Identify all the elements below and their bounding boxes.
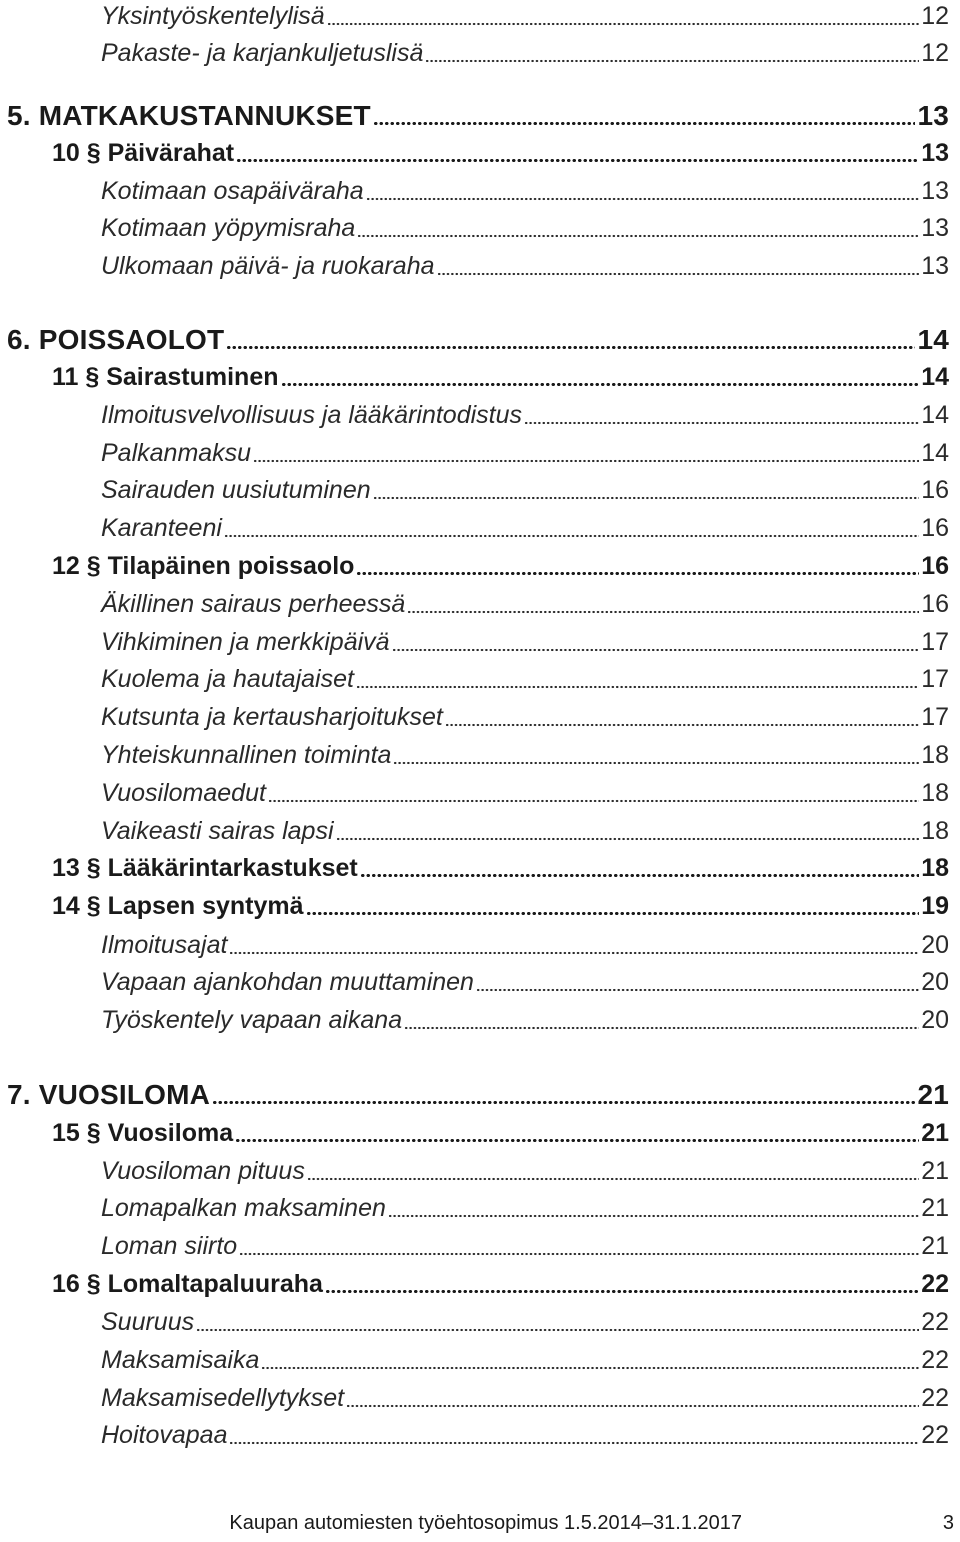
toc-entry-page: 21 [921,1119,949,1147]
toc-entry-page: 21 [921,1157,949,1185]
toc-entry-page: 19 [921,892,949,920]
toc-entry-label: 13 § Lääkärintarkastukset [52,854,358,882]
footer-page-number: 3 [942,1512,954,1534]
toc-subsection[interactable] [101,247,949,285]
toc-entry-label: Vihkiminen ja merkkipäivä [101,628,390,656]
dot-leader [393,741,919,765]
toc-entry-page: 14 [917,324,949,355]
toc-subsection[interactable] [101,774,949,812]
toc-entry-label: Kuolema ja hautajaiset [101,665,354,693]
dot-leader [445,703,919,727]
dot-leader [281,363,920,387]
toc-subsection[interactable] [101,698,949,736]
toc-entry-page: 17 [921,703,949,731]
toc-entry-label: Työskentely vapaan aikana [101,1006,403,1034]
toc-subsection[interactable] [101,1303,949,1341]
dot-leader [327,2,919,26]
toc-entry-label: Palkanmaksu [101,439,252,467]
toc-entry-label: Kotimaan osapäiväraha [101,177,364,205]
toc-entry-page: 14 [921,401,949,429]
dot-leader [360,854,919,878]
toc-entry-page: 20 [921,1006,949,1034]
footer-document-title: Kaupan automiesten työehtosopimus 1.5.2014–31.1.2017 [229,1512,742,1534]
toc-entry-label: 12 § Tilapäinen poissaolo [52,552,355,580]
toc-entry-label: Vuosilomaedut [101,779,266,807]
dot-leader [373,476,920,500]
toc-entry-label: Kutsunta ja kertausharjoitukset [101,703,443,731]
toc-section[interactable] [52,887,949,925]
dot-leader [226,326,915,350]
dot-leader [229,931,919,955]
dot-leader [524,401,919,425]
dot-leader [325,1270,919,1294]
toc-subsection[interactable] [101,926,949,964]
toc-entry-label: 15 § Vuosiloma [52,1119,234,1147]
toc-section[interactable] [52,849,949,887]
dot-leader [357,214,919,238]
dot-leader [253,439,919,463]
dot-leader [392,628,920,652]
dot-leader [239,1232,919,1256]
toc-entry-page: 22 [921,1384,949,1412]
toc-entry-label: Hoitovapaa [101,1421,228,1449]
toc-entry-page: 13 [921,139,949,167]
toc-section[interactable] [52,358,949,396]
dot-leader [224,514,919,538]
toc-entry-label: Vaikeasti sairas lapsi [101,817,334,845]
toc-subsection[interactable] [101,1001,949,1039]
toc-subsection[interactable] [101,471,949,509]
toc-subsection[interactable] [101,1189,949,1227]
dot-leader [407,590,919,614]
toc-entry-page: 16 [921,552,949,580]
toc-section[interactable] [52,1265,949,1303]
toc-entry-page: 16 [921,514,949,542]
toc-entry-page: 21 [921,1232,949,1260]
toc-entry-page: 18 [921,741,949,769]
toc-entry-label: 10 § Päivärahat [52,139,235,167]
dot-leader [307,1157,919,1181]
toc-entry-label: Sairauden uusiutuminen [101,476,371,504]
toc-subsection[interactable] [101,396,949,434]
toc-entry-label: Suuruus [101,1308,195,1336]
dot-leader [212,1081,915,1105]
toc-entry-page: 22 [921,1308,949,1336]
toc-subsection[interactable] [101,1227,949,1265]
toc-entry-page: 18 [921,817,949,845]
toc-subsection[interactable] [101,172,949,210]
toc-chapter[interactable] [7,321,949,359]
dot-leader [476,968,919,992]
dot-leader [306,892,920,916]
toc-entry-label: Kotimaan yöpymisraha [101,214,356,242]
toc-subsection[interactable] [101,209,949,247]
dot-leader [336,817,920,841]
toc-entry-label: 11 § Sairastuminen [52,363,279,391]
toc-entry-label: Ilmoitusvelvollisuus ja lääkärintodistus [101,401,523,429]
toc-entry-label: 7. VUOSILOMA [7,1079,211,1110]
toc-entry-page: 13 [921,252,949,280]
toc-entry-page: 17 [921,628,949,656]
toc-chapter[interactable] [7,97,949,135]
toc-entry-label: Maksamisedellytykset [101,1384,345,1412]
toc-entry-label: 16 § Lomaltapaluuraha [52,1270,323,1298]
toc-subsection[interactable] [101,1379,949,1417]
toc-entry-label: Yhteiskunnallinen toiminta [101,741,392,769]
toc-entry-page: 16 [921,476,949,504]
toc-entry-page: 22 [921,1421,949,1449]
toc-entry-page: 18 [921,854,949,882]
toc-entry-page: 12 [921,2,949,30]
toc-subsection[interactable] [101,660,949,698]
toc-subsection[interactable] [101,736,949,774]
dot-leader [388,1194,919,1218]
toc-entry-label: Loman siirto [101,1232,238,1260]
toc-subsection[interactable] [101,1152,949,1190]
toc-entry-label: Äkillinen sairaus perheessä [101,590,406,618]
toc-entry-label: 14 § Lapsen syntymä [52,892,304,920]
dot-leader [404,1006,919,1030]
dot-leader [346,1384,919,1408]
toc-entry-label: 5. MATKAKUSTANNUKSET [7,100,371,131]
toc-entry-page: 21 [917,1079,949,1110]
toc-section[interactable] [52,547,949,585]
toc-subsection[interactable] [101,434,949,472]
toc-subsection[interactable] [101,623,949,661]
toc-entry-page: 12 [921,39,949,67]
toc-subsection[interactable] [101,1341,949,1379]
toc-entry-label: Vapaan ajankohdan muuttaminen [101,968,474,996]
toc-entry-label: Yksintyöskentelylisä [101,2,325,30]
toc-subsection[interactable] [101,34,949,72]
toc-entry-page: 22 [921,1346,949,1374]
toc-entry-page: 21 [921,1194,949,1222]
toc-subsection[interactable] [101,963,949,1001]
toc-entry-label: Lomapalkan maksaminen [101,1194,386,1222]
toc-entry-page: 18 [921,779,949,807]
dot-leader [229,1421,919,1445]
dot-leader [425,39,919,63]
toc-chapter[interactable] [7,1076,949,1114]
dot-leader [196,1308,919,1332]
dot-leader [236,139,919,163]
toc-entry-label: Vuosiloman pituus [101,1157,305,1185]
toc-entry-page: 14 [921,363,949,391]
dot-leader [437,252,920,276]
toc-entry-page: 16 [921,590,949,618]
toc-entry-label: Karanteeni [101,514,222,542]
dot-leader [373,102,916,126]
toc-entry-page: 13 [921,177,949,205]
toc-entry-page: 13 [921,214,949,242]
page-footer [0,1512,960,1542]
toc-entry-label: Pakaste- ja karjankuljetuslisä [101,39,424,67]
toc-entry-page: 20 [921,968,949,996]
dot-leader [356,665,919,689]
toc-entry-label: 6. POISSAOLOT [7,324,225,355]
toc-entry-page: 14 [921,439,949,467]
toc-entry-page: 22 [921,1270,949,1298]
dot-leader [235,1119,919,1143]
toc-subsection[interactable] [101,0,949,35]
toc-entry-page: 20 [921,931,949,959]
dot-leader [261,1346,919,1370]
dot-leader [366,177,920,201]
toc-entry-label: Ulkomaan päivä- ja ruokaraha [101,252,435,280]
toc-section[interactable] [52,134,949,172]
toc-subsection[interactable] [101,585,949,623]
toc-entry-page: 17 [921,665,949,693]
toc-entry-label: Ilmoitusajat [101,931,228,959]
dot-leader [268,779,919,803]
toc-subsection[interactable] [101,812,949,850]
toc-entry-label: Maksamisaika [101,1346,260,1374]
toc-entry-page: 13 [917,100,949,131]
toc-section[interactable] [52,1114,949,1152]
toc-subsection[interactable] [101,1416,949,1454]
dot-leader [356,552,919,576]
toc-subsection[interactable] [101,509,949,547]
